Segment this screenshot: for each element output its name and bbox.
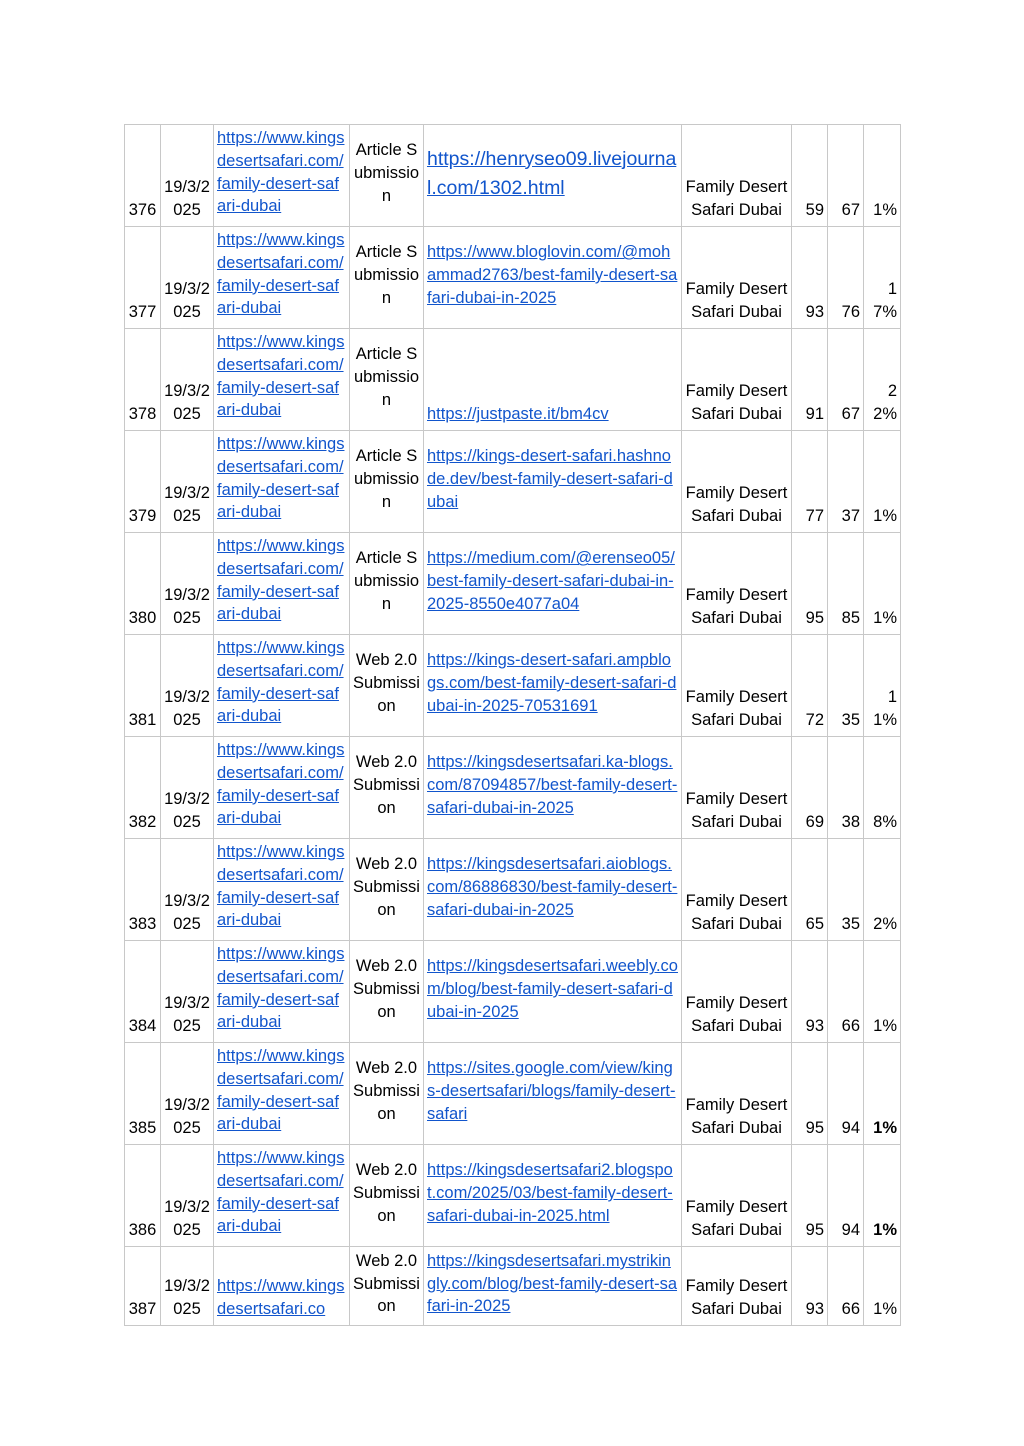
source-url-cell [214, 329, 350, 431]
submission-type-cell: Web 2.0 Submission [350, 1145, 424, 1247]
source-url-link[interactable]: https://www.kingsdesertsafari.com/family-desert-safari-dubai [217, 1047, 345, 1134]
date-cell: 19/3/2025 [161, 839, 214, 941]
target-url-link[interactable]: https://henryseo09.livejournal.com/1302.html [427, 147, 677, 199]
row-number-cell: 387 [125, 1247, 161, 1326]
pa-cell: 35 [828, 635, 864, 737]
source-url-link[interactable]: https://www.kingsdesertsafari.com/family-desert-safari-dubai [217, 435, 345, 522]
target-url-link[interactable]: https://kingsdesertsafari.ka-blogs.com/87094857/best-family-desert-safari-dubai-in-2025 [427, 753, 678, 817]
table-row [125, 1247, 901, 1326]
target-url-link[interactable]: https://kingsdesertsafari2.blogspot.com/2025/03/best-family-desert-safari-dubai-in-2025.html [427, 1161, 673, 1225]
table-row [125, 227, 901, 329]
keyword-cell: Family Desert Safari Dubai [682, 839, 792, 941]
row-number-cell: 377 [125, 227, 161, 329]
date-cell: 19/3/2025 [161, 227, 214, 329]
keyword-cell: Family Desert Safari Dubai [682, 329, 792, 431]
keyword-cell: Family Desert Safari Dubai [682, 635, 792, 737]
da-cell: 93 [792, 941, 828, 1043]
target-url-cell [424, 635, 682, 737]
pa-cell: 37 [828, 431, 864, 533]
source-url-link[interactable]: https://www.kingsdesertsafari.com/family-desert-safari-dubai [217, 231, 345, 318]
table-body [125, 125, 901, 1326]
pa-cell: 67 [828, 125, 864, 227]
target-url-link[interactable]: https://kingsdesertsafari.mystrikingly.com/blog/best-family-desert-safari-in-2025 [427, 1251, 678, 1316]
target-url-cell [424, 1247, 682, 1326]
spam-score-cell: 8% [864, 737, 901, 839]
da-cell: 95 [792, 1043, 828, 1145]
da-cell: 59 [792, 125, 828, 227]
source-url-cell [214, 125, 350, 227]
source-url-link[interactable]: https://www.kingsdesertsafari.com/family-desert-safari-dubai [217, 945, 345, 1032]
source-url-cell [214, 431, 350, 533]
row-number-cell: 383 [125, 839, 161, 941]
spam-score-cell: 11% [864, 635, 901, 737]
pa-cell: 85 [828, 533, 864, 635]
date-cell: 19/3/2025 [161, 125, 214, 227]
spam-score-cell: 1% [864, 1247, 901, 1326]
spam-score-cell: 1% [864, 941, 901, 1043]
row-number-cell: 381 [125, 635, 161, 737]
source-url-cell [214, 839, 350, 941]
row-number-cell: 386 [125, 1145, 161, 1247]
submission-type-cell: Article Submission [350, 227, 424, 329]
source-url-cell [214, 1043, 350, 1145]
row-number-cell: 379 [125, 431, 161, 533]
submission-type-cell: Web 2.0 Submission [350, 635, 424, 737]
date-cell: 19/3/2025 [161, 737, 214, 839]
target-url-link[interactable]: https://www.bloglovin.com/@mohammad2763/best-family-desert-safari-dubai-in-2025 [427, 243, 678, 307]
spam-score-cell: 1% [864, 533, 901, 635]
keyword-cell: Family Desert Safari Dubai [682, 533, 792, 635]
row-number-cell: 382 [125, 737, 161, 839]
table-row [125, 431, 901, 533]
table-row [125, 839, 901, 941]
date-cell: 19/3/2025 [161, 329, 214, 431]
pa-cell: 94 [828, 1145, 864, 1247]
spam-score-cell: 2% [864, 839, 901, 941]
submission-type-cell: Article Submission [350, 329, 424, 431]
source-url-cell [214, 533, 350, 635]
target-url-link[interactable]: https://kings-desert-safari.ampblogs.com/best-family-desert-safari-dubai-in-2025-70531691 [427, 651, 677, 715]
table-row [125, 635, 901, 737]
submission-type-cell: Article Submission [350, 125, 424, 227]
source-url-cell [214, 737, 350, 839]
keyword-cell: Family Desert Safari Dubai [682, 431, 792, 533]
da-cell: 95 [792, 1145, 828, 1247]
table-row [125, 125, 901, 227]
source-url-link[interactable]: https://www.kingsdesertsafari.com/family-desert-safari-dubai [217, 1149, 345, 1236]
pa-cell: 38 [828, 737, 864, 839]
source-url-link[interactable]: https://www.kingsdesertsafari.com/family-desert-safari-dubai [217, 843, 345, 930]
date-cell: 19/3/2025 [161, 1247, 214, 1326]
target-url-link[interactable]: https://medium.com/@erenseo05/best-family-desert-safari-dubai-in-2025-8550e4077a04 [427, 549, 675, 613]
submission-type-cell: Article Submission [350, 431, 424, 533]
row-number-cell: 385 [125, 1043, 161, 1145]
pa-cell: 66 [828, 941, 864, 1043]
pa-cell: 94 [828, 1043, 864, 1145]
target-url-cell [424, 533, 682, 635]
date-cell: 19/3/2025 [161, 941, 214, 1043]
backlink-table [124, 124, 901, 1326]
target-url-cell [424, 227, 682, 329]
date-cell: 19/3/2025 [161, 533, 214, 635]
table-row [125, 737, 901, 839]
keyword-cell: Family Desert Safari Dubai [682, 227, 792, 329]
source-url-link[interactable]: https://www.kingsdesertsafari.com/family-desert-safari-dubai [217, 333, 345, 420]
target-url-link[interactable]: https://kingsdesertsafari.weebly.com/blog/best-family-desert-safari-dubai-in-2025 [427, 957, 678, 1021]
source-url-cell [214, 635, 350, 737]
date-cell: 19/3/2025 [161, 431, 214, 533]
target-url-link[interactable]: https://sites.google.com/view/kings-desertsafari/blogs/family-desert-safari [427, 1059, 676, 1123]
table-row [125, 941, 901, 1043]
keyword-cell: Family Desert Safari Dubai [682, 1247, 792, 1326]
spam-score-cell: 1% [864, 431, 901, 533]
source-url-link[interactable]: https://www.kingsdesertsafari.co [217, 1277, 345, 1319]
keyword-cell: Family Desert Safari Dubai [682, 737, 792, 839]
table-row [125, 329, 901, 431]
da-cell: 69 [792, 737, 828, 839]
submission-type-cell: Web 2.0 Submission [350, 1247, 424, 1326]
submission-type-cell: Web 2.0 Submission [350, 737, 424, 839]
da-cell: 93 [792, 1247, 828, 1326]
source-url-cell [214, 1145, 350, 1247]
source-url-link[interactable]: https://www.kingsdesertsafari.com/family-desert-safari-dubai [217, 741, 345, 828]
target-url-cell [424, 1145, 682, 1247]
table-row [125, 1145, 901, 1247]
target-url-cell [424, 329, 682, 431]
pa-cell: 35 [828, 839, 864, 941]
row-number-cell: 378 [125, 329, 161, 431]
target-url-cell [424, 125, 682, 227]
spam-score-cell: 1% [864, 125, 901, 227]
pa-cell: 76 [828, 227, 864, 329]
spam-score-cell: 22% [864, 329, 901, 431]
pa-cell: 67 [828, 329, 864, 431]
source-url-cell [214, 1247, 350, 1326]
row-number-cell: 380 [125, 533, 161, 635]
da-cell: 93 [792, 227, 828, 329]
date-cell: 19/3/2025 [161, 635, 214, 737]
date-cell: 19/3/2025 [161, 1043, 214, 1145]
target-url-cell [424, 839, 682, 941]
spam-score-cell: 1% [864, 1145, 901, 1247]
source-url-cell [214, 227, 350, 329]
spam-score-cell: 17% [864, 227, 901, 329]
da-cell: 65 [792, 839, 828, 941]
keyword-cell: Family Desert Safari Dubai [682, 1145, 792, 1247]
da-cell: 77 [792, 431, 828, 533]
submission-type-cell: Web 2.0 Submission [350, 941, 424, 1043]
row-number-cell: 384 [125, 941, 161, 1043]
source-url-link[interactable]: https://www.kingsdesertsafari.com/family-desert-safari-dubai [217, 537, 345, 624]
keyword-cell: Family Desert Safari Dubai [682, 1043, 792, 1145]
target-url-link[interactable]: https://kings-desert-safari.hashnode.dev/best-family-desert-safari-dubai [427, 447, 673, 511]
target-url-cell [424, 737, 682, 839]
source-url-link[interactable]: https://www.kingsdesertsafari.com/family-desert-safari-dubai [217, 639, 345, 726]
source-url-link[interactable]: https://www.kingsdesertsafari.com/family-desert-safari-dubai [217, 129, 345, 216]
keyword-cell: Family Desert Safari Dubai [682, 125, 792, 227]
target-url-link[interactable]: https://justpaste.it/bm4cv [427, 405, 609, 424]
spam-score-cell: 1% [864, 1043, 901, 1145]
da-cell: 72 [792, 635, 828, 737]
table-row [125, 1043, 901, 1145]
pa-cell: 66 [828, 1247, 864, 1326]
target-url-cell [424, 1043, 682, 1145]
target-url-cell [424, 431, 682, 533]
submission-type-cell: Web 2.0 Submission [350, 839, 424, 941]
target-url-cell [424, 941, 682, 1043]
row-number-cell: 376 [125, 125, 161, 227]
da-cell: 91 [792, 329, 828, 431]
date-cell: 19/3/2025 [161, 1145, 214, 1247]
table-row [125, 533, 901, 635]
keyword-cell: Family Desert Safari Dubai [682, 941, 792, 1043]
submission-type-cell: Article Submission [350, 533, 424, 635]
submission-type-cell: Web 2.0 Submission [350, 1043, 424, 1145]
source-url-cell [214, 941, 350, 1043]
da-cell: 95 [792, 533, 828, 635]
target-url-link[interactable]: https://kingsdesertsafari.aioblogs.com/86886830/best-family-desert-safari-dubai-in-2025 [427, 855, 678, 919]
